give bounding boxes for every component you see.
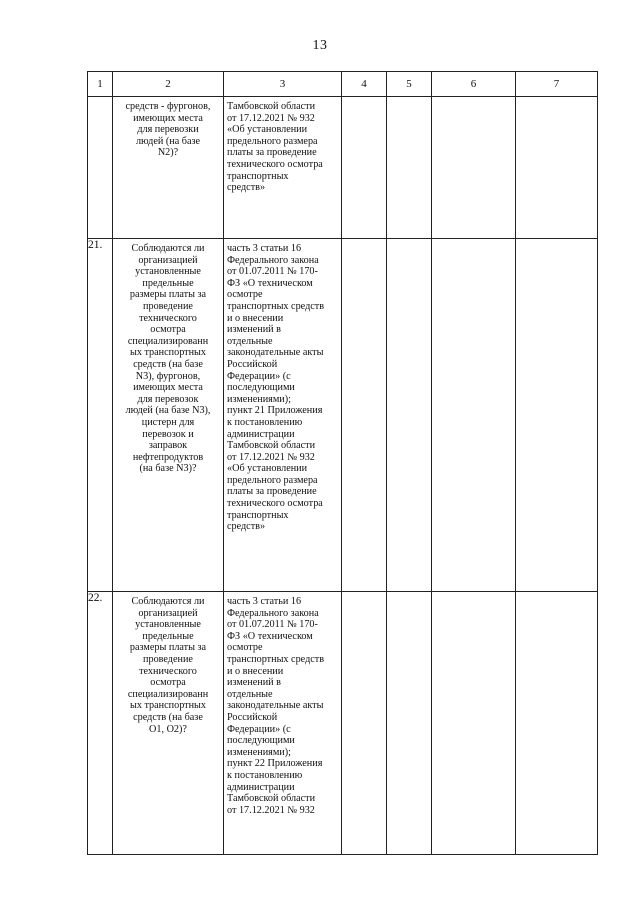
text-line: Федерального закона xyxy=(227,254,319,266)
answer-cell[interactable] xyxy=(387,239,432,592)
question-text xyxy=(113,97,223,162)
reference-cell xyxy=(224,592,342,855)
text-line: средств - фургонов, xyxy=(125,101,211,112)
text-line: последующими xyxy=(227,735,295,747)
text-line: ых транспортных xyxy=(130,700,206,712)
question-cell xyxy=(113,592,224,855)
text-line: ых транспортных xyxy=(130,347,206,359)
text-line: от 01.07.2011 № 170- xyxy=(227,619,318,631)
row-number: 22. xyxy=(88,592,113,855)
text-line: Тамбовской области xyxy=(227,793,316,805)
question-cell xyxy=(113,239,224,592)
page-number: 13 xyxy=(312,38,328,53)
text-line: нефтепродуктов xyxy=(132,451,204,463)
text-line: людей (на базе xyxy=(135,135,201,147)
column-header: 1 xyxy=(88,72,113,97)
text-line: людей (на базе N3), xyxy=(125,405,211,417)
text-line: N2)? xyxy=(157,147,179,159)
text-line: ФЗ «О техническом xyxy=(227,630,313,642)
text-line: цистерн для xyxy=(141,416,195,428)
text-line: средств (на базе xyxy=(133,358,203,370)
answer-cell[interactable] xyxy=(387,97,432,239)
text-line: технического xyxy=(139,665,197,677)
table-row xyxy=(88,97,598,239)
text-line: администрации xyxy=(227,428,295,440)
table-row xyxy=(88,239,598,592)
text-line: Федерации» (с xyxy=(227,723,291,735)
text-line: предельные xyxy=(142,277,194,289)
text-line: администрации xyxy=(227,781,295,793)
text-line: от 01.07.2011 № 170- xyxy=(227,266,318,278)
text-line: O1, O2)? xyxy=(149,723,187,735)
text-line: предельного размера xyxy=(227,474,318,486)
text-line: для перевозки xyxy=(137,124,199,136)
text-line: пункт 21 Приложения xyxy=(227,405,323,417)
text-line: транспортных xyxy=(227,509,289,521)
column-header: 3 xyxy=(224,72,342,97)
column-header: 5 xyxy=(387,72,432,97)
text-line: к постановлению xyxy=(227,416,303,428)
column-header: 6 xyxy=(432,72,516,97)
text-line: Российской xyxy=(227,711,278,723)
text-line: пункт 22 Приложения xyxy=(227,758,323,770)
text-line: для перевозок xyxy=(137,393,199,405)
column-header: 2 xyxy=(113,72,224,97)
text-line: размеры платы за xyxy=(129,289,207,301)
text-line: предельные xyxy=(142,630,194,642)
text-line: изменений в xyxy=(227,324,281,336)
reference-cell xyxy=(224,239,342,592)
text-line: законодательные акты xyxy=(227,700,324,712)
text-line: средств (на базе xyxy=(133,711,203,723)
text-line: организацией xyxy=(138,607,198,619)
text-line: Российской xyxy=(227,358,278,370)
row-number xyxy=(88,97,113,239)
answer-cell[interactable] xyxy=(516,592,598,855)
text-line: Федерации» (с xyxy=(227,370,291,382)
text-line: проведение xyxy=(143,300,193,312)
text-line: платы за проведение xyxy=(227,147,317,159)
text-line: «Об установлении xyxy=(227,124,308,136)
text-line: часть 3 статьи 16 xyxy=(227,243,302,254)
text-line: транспортных средств xyxy=(227,300,325,312)
text-line: и о внесении xyxy=(227,312,284,324)
column-header: 7 xyxy=(516,72,598,97)
text-line: осмотра xyxy=(150,324,186,336)
text-line: установленные xyxy=(135,266,201,278)
text-line: технического осмотра xyxy=(227,498,323,510)
text-line: транспортных xyxy=(227,170,289,182)
text-line: отдельные xyxy=(227,335,273,347)
answer-cell[interactable] xyxy=(342,97,387,239)
text-line: имеющих места xyxy=(133,112,203,124)
answer-cell[interactable] xyxy=(387,592,432,855)
text-line: Соблюдаются ли xyxy=(131,243,205,254)
row-number: 21. xyxy=(88,239,113,592)
text-line: изменений в xyxy=(227,677,281,689)
text-line: средств» xyxy=(227,182,266,194)
text-line: последующими xyxy=(227,382,295,394)
text-line: размеры платы за xyxy=(129,642,207,654)
text-line: N3), фургонов, xyxy=(135,370,201,382)
answer-cell[interactable] xyxy=(342,239,387,592)
question-text xyxy=(113,239,223,478)
question-cell xyxy=(113,97,224,239)
text-line: (на базе N3)? xyxy=(139,463,197,475)
answer-cell[interactable] xyxy=(432,592,516,855)
column-header: 4 xyxy=(342,72,387,97)
text-line: изменениями); xyxy=(227,393,291,405)
text-line: Федерального закона xyxy=(227,607,319,619)
text-line: осмотре xyxy=(227,289,263,301)
text-line: «Об установлении xyxy=(227,463,308,475)
text-line: законодательные акты xyxy=(227,347,324,359)
text-line: проведение xyxy=(143,653,193,665)
text-line: к постановлению xyxy=(227,769,303,781)
text-line: технического xyxy=(139,312,197,324)
text-line: Соблюдаются ли xyxy=(131,596,205,607)
text-line: осмотре xyxy=(227,642,263,654)
text-line: платы за проведение xyxy=(227,486,317,498)
table-header-row xyxy=(88,72,598,97)
text-line: осмотра xyxy=(150,677,186,689)
answer-cell[interactable] xyxy=(432,239,516,592)
text-line: Тамбовской области xyxy=(227,101,316,112)
text-line: специализированн xyxy=(127,688,209,700)
text-line: Тамбовской области xyxy=(227,440,316,452)
text-line: заправок xyxy=(148,440,188,452)
text-line: часть 3 статьи 16 xyxy=(227,596,302,607)
text-line: ФЗ «О техническом xyxy=(227,277,313,289)
answer-cell[interactable] xyxy=(516,239,598,592)
text-line: средств» xyxy=(227,521,266,533)
text-line: от 17.12.2021 № 932 xyxy=(227,112,315,124)
text-line: установленные xyxy=(135,619,201,631)
text-line: от 17.12.2021 № 932 xyxy=(227,451,315,463)
text-line: перевозок и xyxy=(142,428,194,440)
text-line: технического осмотра xyxy=(227,158,323,170)
text-line: отдельные xyxy=(227,688,273,700)
checklist-table xyxy=(87,71,598,855)
legal-reference-text xyxy=(224,239,341,536)
answer-cell[interactable] xyxy=(342,592,387,855)
text-line: от 17.12.2021 № 932 xyxy=(227,804,315,816)
text-line: специализированн xyxy=(127,335,209,347)
table-row xyxy=(88,592,598,855)
text-line: предельного размера xyxy=(227,135,318,147)
text-line: и о внесении xyxy=(227,665,284,677)
answer-cell[interactable] xyxy=(432,97,516,239)
text-line: изменениями); xyxy=(227,746,291,758)
text-line: организацией xyxy=(138,254,198,266)
legal-reference-text xyxy=(224,592,341,819)
question-text xyxy=(113,592,223,738)
answer-cell[interactable] xyxy=(516,97,598,239)
reference-cell xyxy=(224,97,342,239)
legal-reference-text xyxy=(224,97,341,197)
text-line: имеющих места xyxy=(133,382,203,394)
text-line: транспортных средств xyxy=(227,653,325,665)
